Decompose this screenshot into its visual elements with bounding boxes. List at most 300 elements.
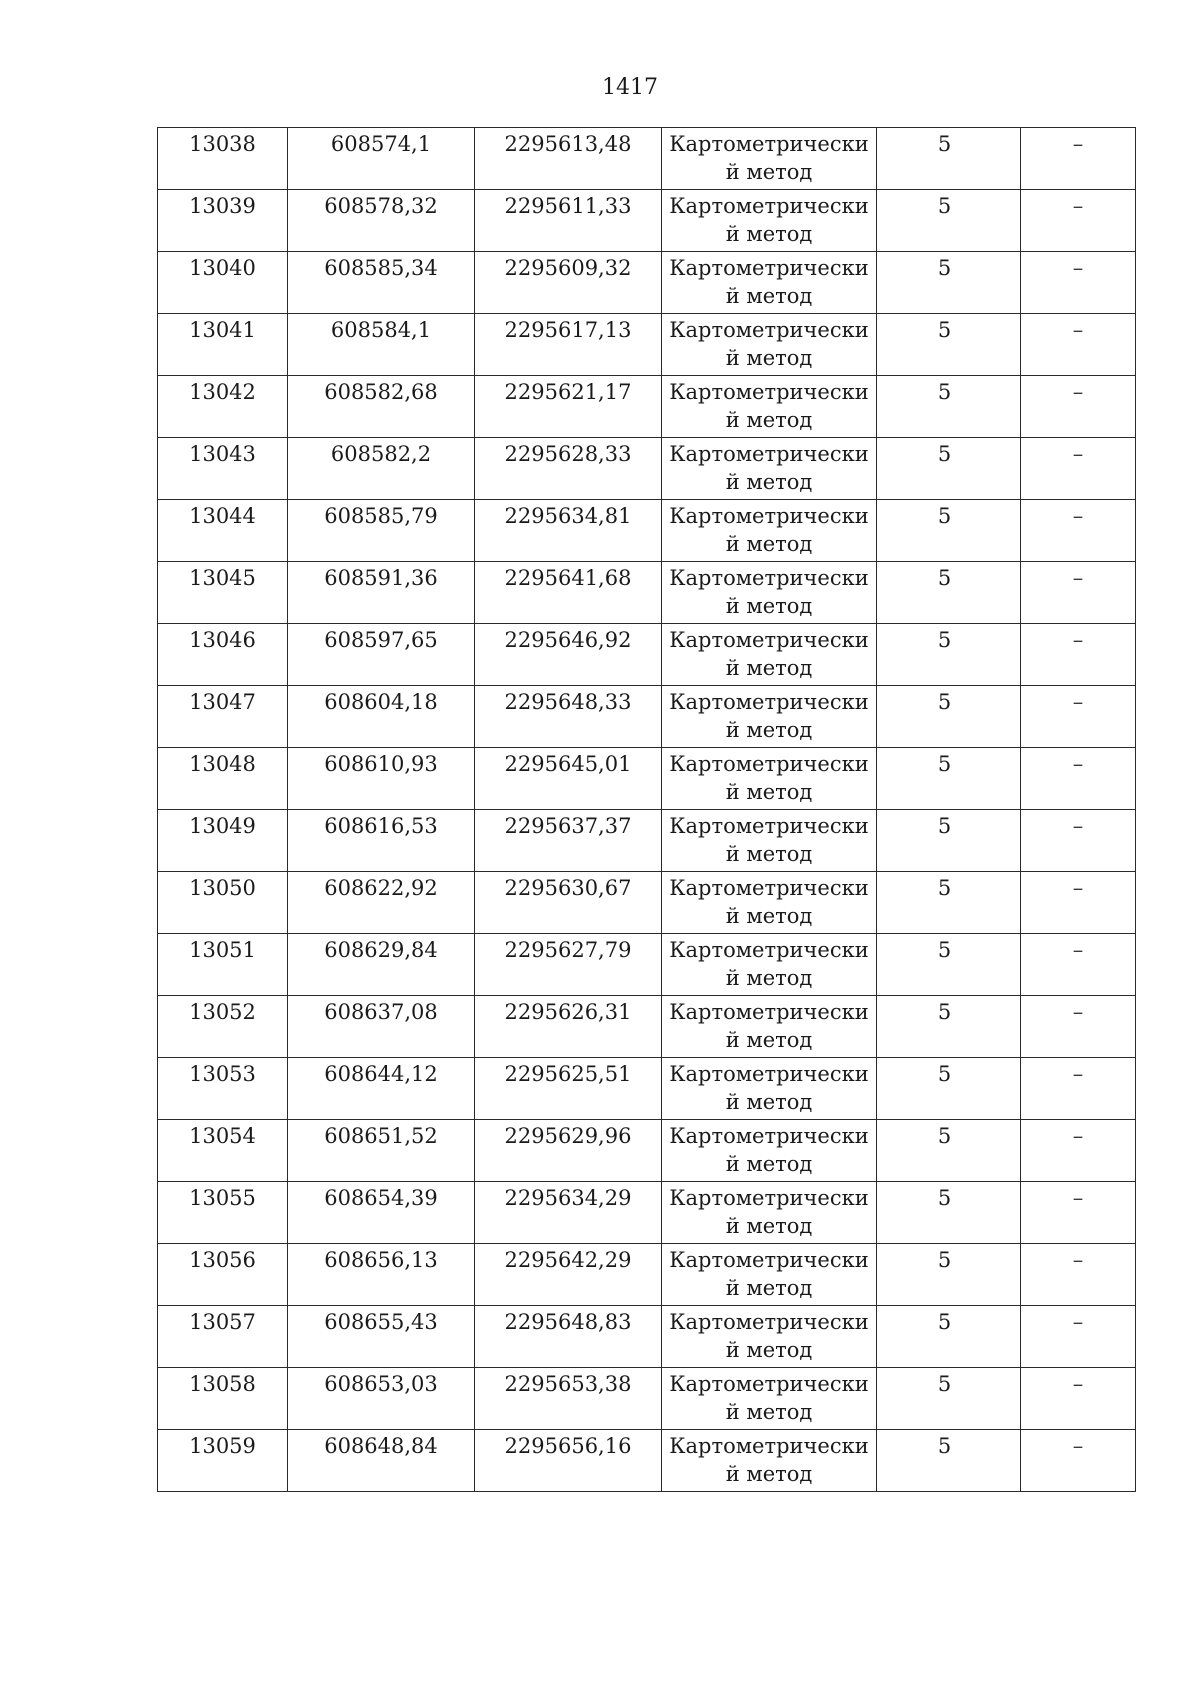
method-text-line-1: Картометрически (669, 690, 869, 714)
note-cell (1021, 1120, 1136, 1182)
y-coordinate-cell-text: 2295648,83 (504, 1310, 632, 1334)
table-row (158, 562, 1136, 624)
point-number-cell (158, 190, 288, 252)
method-text-line-1: Картометрически (669, 1310, 869, 1334)
x-coordinate-cell (288, 1244, 475, 1306)
method-text-line-1: Картометрически (669, 1124, 869, 1148)
y-coordinate-cell-text: 2295629,96 (504, 1124, 632, 1148)
y-coordinate-cell (475, 376, 662, 438)
point-number-cell (158, 128, 288, 190)
method-text-line-2: й метод (725, 222, 813, 246)
x-coordinate-cell-text: 608574,1 (330, 132, 432, 156)
note-cell-text: – (1072, 566, 1084, 590)
method-cell (662, 1058, 877, 1120)
note-cell (1021, 810, 1136, 872)
y-coordinate-cell (475, 1368, 662, 1430)
point-number-cell (158, 686, 288, 748)
note-cell-text: – (1072, 1000, 1084, 1024)
accuracy-cell-text: 5 (937, 1000, 952, 1024)
method-cell (662, 934, 877, 996)
accuracy-cell (877, 624, 1021, 686)
x-coordinate-cell-text: 608582,2 (330, 442, 432, 466)
method-text-line-1: Картометрически (669, 1248, 869, 1272)
note-cell-text: – (1072, 194, 1084, 218)
y-coordinate-cell-text: 2295642,29 (504, 1248, 632, 1272)
accuracy-cell (877, 934, 1021, 996)
x-coordinate-cell-text: 608637,08 (324, 1000, 438, 1024)
x-coordinate-cell (288, 314, 475, 376)
accuracy-cell (877, 1120, 1021, 1182)
table-row (158, 1368, 1136, 1430)
point-number-cell (158, 996, 288, 1058)
x-coordinate-cell (288, 934, 475, 996)
table-row (158, 190, 1136, 252)
x-coordinate-cell (288, 376, 475, 438)
accuracy-cell (877, 438, 1021, 500)
point-number-cell-text: 13048 (189, 752, 256, 776)
point-number-cell (158, 1368, 288, 1430)
x-coordinate-cell (288, 1306, 475, 1368)
method-text-line-1: Картометрически (669, 442, 869, 466)
note-cell (1021, 252, 1136, 314)
method-text-line-1: Картометрически (669, 1372, 869, 1396)
x-coordinate-cell-text: 608616,53 (324, 814, 438, 838)
note-cell-text: – (1072, 504, 1084, 528)
y-coordinate-cell (475, 190, 662, 252)
note-cell-text: – (1072, 876, 1084, 900)
x-coordinate-cell-text: 608656,13 (324, 1248, 438, 1272)
note-cell (1021, 438, 1136, 500)
point-number-cell-text: 13040 (189, 256, 256, 280)
accuracy-cell-text: 5 (937, 938, 952, 962)
y-coordinate-cell-text: 2295645,01 (504, 752, 632, 776)
method-cell (662, 996, 877, 1058)
x-coordinate-cell (288, 624, 475, 686)
y-coordinate-cell-text: 2295617,13 (504, 318, 632, 342)
y-coordinate-cell-text: 2295637,37 (504, 814, 632, 838)
method-cell (662, 376, 877, 438)
accuracy-cell-text: 5 (937, 442, 952, 466)
x-coordinate-cell-text: 608585,79 (324, 504, 438, 528)
note-cell (1021, 748, 1136, 810)
method-text-line-2: й метод (725, 1276, 813, 1300)
x-coordinate-cell (288, 190, 475, 252)
y-coordinate-cell (475, 1306, 662, 1368)
accuracy-cell (877, 996, 1021, 1058)
accuracy-cell-text: 5 (937, 814, 952, 838)
accuracy-cell-text: 5 (937, 1186, 952, 1210)
accuracy-cell (877, 1182, 1021, 1244)
method-text-line-2: й метод (725, 780, 813, 804)
point-number-cell-text: 13046 (189, 628, 256, 652)
method-text-line-1: Картометрически (669, 628, 869, 652)
point-number-cell-text: 13055 (189, 1186, 256, 1210)
point-number-cell-text: 13051 (189, 938, 256, 962)
x-coordinate-cell-text: 608597,65 (324, 628, 438, 652)
method-text-line-1: Картометрически (669, 1062, 869, 1086)
accuracy-cell (877, 376, 1021, 438)
method-cell (662, 1244, 877, 1306)
accuracy-cell (877, 190, 1021, 252)
method-text-line-2: й метод (725, 1338, 813, 1362)
note-cell (1021, 1430, 1136, 1492)
note-cell (1021, 190, 1136, 252)
x-coordinate-cell (288, 748, 475, 810)
table-row (158, 748, 1136, 810)
point-number-cell-text: 13056 (189, 1248, 256, 1272)
note-cell-text: – (1072, 442, 1084, 466)
y-coordinate-cell-text: 2295634,29 (504, 1186, 632, 1210)
y-coordinate-cell (475, 748, 662, 810)
accuracy-cell-text: 5 (937, 318, 952, 342)
point-number-cell-text: 13058 (189, 1372, 256, 1396)
y-coordinate-cell (475, 934, 662, 996)
y-coordinate-cell-text: 2295641,68 (504, 566, 632, 590)
method-text-line-2: й метод (725, 532, 813, 556)
accuracy-cell-text: 5 (937, 752, 952, 776)
method-text-line-2: й метод (725, 904, 813, 928)
note-cell-text: – (1072, 380, 1084, 404)
x-coordinate-cell (288, 562, 475, 624)
method-text-line-1: Картометрически (669, 194, 869, 218)
method-cell (662, 748, 877, 810)
point-number-cell-text: 13041 (189, 318, 256, 342)
accuracy-cell (877, 314, 1021, 376)
y-coordinate-cell (475, 252, 662, 314)
y-coordinate-cell-text: 2295613,48 (504, 132, 632, 156)
y-coordinate-cell (475, 562, 662, 624)
accuracy-cell-text: 5 (937, 504, 952, 528)
note-cell (1021, 562, 1136, 624)
method-cell (662, 686, 877, 748)
y-coordinate-cell-text: 2295653,38 (504, 1372, 632, 1396)
method-text-line-2: й метод (725, 408, 813, 432)
accuracy-cell (877, 1306, 1021, 1368)
x-coordinate-cell-text: 608584,1 (330, 318, 432, 342)
method-cell (662, 314, 877, 376)
accuracy-cell (877, 1244, 1021, 1306)
x-coordinate-cell (288, 1368, 475, 1430)
x-coordinate-cell (288, 686, 475, 748)
y-coordinate-cell (475, 1430, 662, 1492)
method-text-line-2: й метод (725, 1214, 813, 1238)
point-number-cell (158, 562, 288, 624)
point-number-cell-text: 13038 (189, 132, 256, 156)
point-number-cell (158, 624, 288, 686)
x-coordinate-cell-text: 608585,34 (324, 256, 438, 280)
method-text-line-1: Картометрически (669, 752, 869, 776)
x-coordinate-cell-text: 608591,36 (324, 566, 438, 590)
note-cell-text: – (1072, 1372, 1084, 1396)
note-cell-text: – (1072, 752, 1084, 776)
point-number-cell (158, 438, 288, 500)
point-number-cell (158, 872, 288, 934)
accuracy-cell (877, 252, 1021, 314)
method-text-line-1: Картометрически (669, 1434, 869, 1458)
method-text-line-2: й метод (725, 1400, 813, 1424)
note-cell (1021, 872, 1136, 934)
table-row (158, 314, 1136, 376)
x-coordinate-cell-text: 608653,03 (324, 1372, 438, 1396)
point-number-cell (158, 1244, 288, 1306)
method-cell (662, 624, 877, 686)
y-coordinate-cell-text: 2295630,67 (504, 876, 632, 900)
note-cell (1021, 500, 1136, 562)
point-number-cell (158, 810, 288, 872)
x-coordinate-cell (288, 1058, 475, 1120)
coordinates-table (157, 127, 1136, 1492)
method-cell (662, 438, 877, 500)
table-row (158, 1244, 1136, 1306)
table-row (158, 810, 1136, 872)
method-cell (662, 1430, 877, 1492)
note-cell-text: – (1072, 1186, 1084, 1210)
accuracy-cell-text: 5 (937, 1310, 952, 1334)
note-cell (1021, 624, 1136, 686)
method-cell (662, 1182, 877, 1244)
table-row (158, 1306, 1136, 1368)
method-text-line-1: Картометрически (669, 504, 869, 528)
y-coordinate-cell (475, 810, 662, 872)
point-number-cell (158, 1058, 288, 1120)
table-row (158, 252, 1136, 314)
accuracy-cell (877, 1058, 1021, 1120)
y-coordinate-cell-text: 2295634,81 (504, 504, 632, 528)
method-text-line-2: й метод (725, 470, 813, 494)
table-row (158, 438, 1136, 500)
method-cell (662, 1368, 877, 1430)
note-cell-text: – (1072, 1124, 1084, 1148)
note-cell-text: – (1072, 690, 1084, 714)
method-text-line-1: Картометрически (669, 938, 869, 962)
point-number-cell-text: 13044 (189, 504, 256, 528)
table-row (158, 624, 1136, 686)
accuracy-cell (877, 128, 1021, 190)
y-coordinate-cell (475, 624, 662, 686)
method-text-line-2: й метод (725, 1028, 813, 1052)
x-coordinate-cell (288, 438, 475, 500)
x-coordinate-cell (288, 128, 475, 190)
method-text-line-1: Картометрически (669, 380, 869, 404)
x-coordinate-cell-text: 608644,12 (324, 1062, 438, 1086)
note-cell-text: – (1072, 132, 1084, 156)
method-text-line-2: й метод (725, 842, 813, 866)
y-coordinate-cell-text: 2295625,51 (504, 1062, 632, 1086)
accuracy-cell-text: 5 (937, 194, 952, 218)
x-coordinate-cell-text: 608578,32 (324, 194, 438, 218)
note-cell (1021, 314, 1136, 376)
y-coordinate-cell-text: 2295621,17 (504, 380, 632, 404)
point-number-cell-text: 13057 (189, 1310, 256, 1334)
method-text-line-1: Картометрически (669, 1000, 869, 1024)
x-coordinate-cell (288, 1430, 475, 1492)
point-number-cell-text: 13039 (189, 194, 256, 218)
method-cell (662, 810, 877, 872)
accuracy-cell-text: 5 (937, 132, 952, 156)
x-coordinate-cell-text: 608629,84 (324, 938, 438, 962)
y-coordinate-cell (475, 1244, 662, 1306)
y-coordinate-cell-text: 2295627,79 (504, 938, 632, 962)
method-cell (662, 1306, 877, 1368)
y-coordinate-cell-text: 2295656,16 (504, 1434, 632, 1458)
method-text-line-2: й метод (725, 656, 813, 680)
table-row (158, 686, 1136, 748)
point-number-cell-text: 13059 (189, 1434, 256, 1458)
x-coordinate-cell-text: 608655,43 (324, 1310, 438, 1334)
note-cell-text: – (1072, 1248, 1084, 1272)
x-coordinate-cell-text: 608651,52 (324, 1124, 438, 1148)
point-number-cell (158, 748, 288, 810)
y-coordinate-cell-text: 2295628,33 (504, 442, 632, 466)
note-cell-text: – (1072, 1062, 1084, 1086)
page-number: 1417 (602, 75, 658, 100)
point-number-cell (158, 376, 288, 438)
x-coordinate-cell (288, 872, 475, 934)
table-row (158, 872, 1136, 934)
x-coordinate-cell (288, 1182, 475, 1244)
y-coordinate-cell-text: 2295611,33 (504, 194, 632, 218)
method-text-line-1: Картометрически (669, 1186, 869, 1210)
accuracy-cell-text: 5 (937, 256, 952, 280)
point-number-cell-text: 13047 (189, 690, 256, 714)
accuracy-cell (877, 810, 1021, 872)
note-cell-text: – (1072, 814, 1084, 838)
point-number-cell (158, 314, 288, 376)
method-text-line-1: Картометрически (669, 318, 869, 342)
note-cell (1021, 1306, 1136, 1368)
accuracy-cell (877, 562, 1021, 624)
y-coordinate-cell-text: 2295648,33 (504, 690, 632, 714)
x-coordinate-cell-text: 608648,84 (324, 1434, 438, 1458)
x-coordinate-cell-text: 608582,68 (324, 380, 438, 404)
note-cell (1021, 934, 1136, 996)
note-cell-text: – (1072, 318, 1084, 342)
method-cell (662, 128, 877, 190)
x-coordinate-cell-text: 608622,92 (324, 876, 438, 900)
method-text-line-2: й метод (725, 1090, 813, 1114)
x-coordinate-cell-text: 608654,39 (324, 1186, 438, 1210)
note-cell (1021, 686, 1136, 748)
point-number-cell (158, 1306, 288, 1368)
accuracy-cell-text: 5 (937, 1248, 952, 1272)
y-coordinate-cell (475, 314, 662, 376)
note-cell (1021, 1368, 1136, 1430)
method-text-line-1: Картометрически (669, 876, 869, 900)
point-number-cell (158, 252, 288, 314)
y-coordinate-cell-text: 2295626,31 (504, 1000, 632, 1024)
point-number-cell-text: 13054 (189, 1124, 256, 1148)
method-text-line-1: Картометрически (669, 256, 869, 280)
y-coordinate-cell-text: 2295646,92 (504, 628, 632, 652)
y-coordinate-cell (475, 500, 662, 562)
x-coordinate-cell (288, 500, 475, 562)
method-text-line-2: й метод (725, 718, 813, 742)
x-coordinate-cell (288, 1120, 475, 1182)
method-text-line-1: Картометрически (669, 566, 869, 590)
table-row (158, 1058, 1136, 1120)
point-number-cell (158, 934, 288, 996)
table-row (158, 1430, 1136, 1492)
method-cell (662, 252, 877, 314)
point-number-cell (158, 1120, 288, 1182)
point-number-cell-text: 13052 (189, 1000, 256, 1024)
y-coordinate-cell (475, 872, 662, 934)
method-cell (662, 1120, 877, 1182)
y-coordinate-cell (475, 128, 662, 190)
accuracy-cell (877, 748, 1021, 810)
accuracy-cell-text: 5 (937, 1372, 952, 1396)
accuracy-cell (877, 872, 1021, 934)
method-text-line-2: й метод (725, 966, 813, 990)
point-number-cell-text: 13045 (189, 566, 256, 590)
table-row (158, 996, 1136, 1058)
x-coordinate-cell-text: 608610,93 (324, 752, 438, 776)
note-cell (1021, 1058, 1136, 1120)
method-text-line-2: й метод (725, 346, 813, 370)
x-coordinate-cell (288, 810, 475, 872)
point-number-cell-text: 13043 (189, 442, 256, 466)
accuracy-cell-text: 5 (937, 690, 952, 714)
method-text-line-2: й метод (725, 1152, 813, 1176)
accuracy-cell-text: 5 (937, 1062, 952, 1086)
table-row (158, 500, 1136, 562)
accuracy-cell-text: 5 (937, 1124, 952, 1148)
y-coordinate-cell (475, 1182, 662, 1244)
point-number-cell (158, 1182, 288, 1244)
accuracy-cell-text: 5 (937, 1434, 952, 1458)
accuracy-cell (877, 500, 1021, 562)
method-text-line-1: Картометрически (669, 814, 869, 838)
method-text-line-2: й метод (725, 160, 813, 184)
method-cell (662, 500, 877, 562)
method-text-line-2: й метод (725, 284, 813, 308)
point-number-cell-text: 13042 (189, 380, 256, 404)
point-number-cell (158, 1430, 288, 1492)
accuracy-cell-text: 5 (937, 876, 952, 900)
x-coordinate-cell-text: 608604,18 (324, 690, 438, 714)
note-cell (1021, 1244, 1136, 1306)
method-cell (662, 562, 877, 624)
accuracy-cell (877, 1368, 1021, 1430)
accuracy-cell-text: 5 (937, 380, 952, 404)
method-text-line-2: й метод (725, 594, 813, 618)
note-cell-text: – (1072, 628, 1084, 652)
y-coordinate-cell (475, 438, 662, 500)
note-cell-text: – (1072, 938, 1084, 962)
method-cell (662, 190, 877, 252)
note-cell-text: – (1072, 256, 1084, 280)
table-row (158, 1182, 1136, 1244)
method-text-line-2: й метод (725, 1462, 813, 1486)
note-cell (1021, 996, 1136, 1058)
y-coordinate-cell (475, 686, 662, 748)
y-coordinate-cell-text: 2295609,32 (504, 256, 632, 280)
y-coordinate-cell (475, 1058, 662, 1120)
point-number-cell (158, 500, 288, 562)
accuracy-cell-text: 5 (937, 566, 952, 590)
note-cell (1021, 1182, 1136, 1244)
table-row (158, 934, 1136, 996)
table-row (158, 1120, 1136, 1182)
note-cell (1021, 128, 1136, 190)
note-cell-text: – (1072, 1310, 1084, 1334)
x-coordinate-cell (288, 996, 475, 1058)
y-coordinate-cell (475, 996, 662, 1058)
table-row (158, 128, 1136, 190)
accuracy-cell (877, 686, 1021, 748)
method-cell (662, 872, 877, 934)
note-cell (1021, 376, 1136, 438)
